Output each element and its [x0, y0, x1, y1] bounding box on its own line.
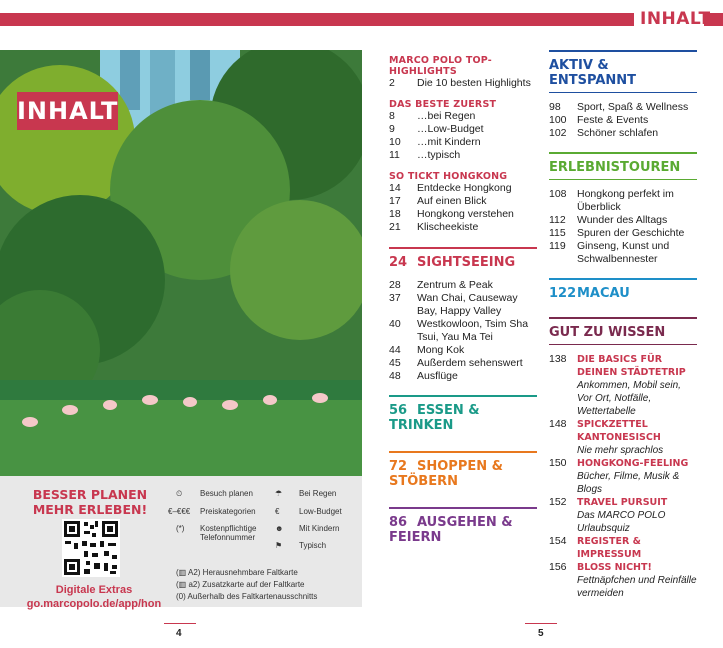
toc-entry[interactable]: 148 SPICKZETTEL KANTONESISCH Nie mehr sprachlos — [549, 418, 664, 456]
toc-entry[interactable]: 14 Entdecke Hongkong — [389, 182, 512, 194]
digital-extras-label: Digitale Extras — [55, 584, 133, 596]
toc-entry[interactable]: 28 Zentrum & Peak — [389, 279, 493, 291]
page-header-title: INHALT — [640, 9, 711, 29]
toc-entry[interactable]: 112 Wunder des Alltags — [549, 214, 668, 226]
toc-entry[interactable]: 45 Außerdem sehenswert — [389, 357, 523, 369]
toc-section-title: SO TICKT HONGKONG — [389, 171, 508, 182]
kids-icon: ☻ — [275, 524, 284, 533]
clock-icon: ⏲ — [176, 489, 183, 498]
photo-badge: INHALT — [17, 92, 118, 130]
toc-chapter-sightseeing[interactable]: 24 SIGHTSEEING — [389, 255, 516, 270]
promo-line-2: MEHR ERLEBEN! — [32, 502, 148, 517]
page-rule-right — [525, 623, 557, 624]
page-number-left: 4 — [176, 628, 182, 639]
toc-chapter-touren[interactable]: ERLEBNISTOUREN — [549, 160, 681, 175]
toc-entry[interactable]: 8 …bei Regen — [389, 110, 476, 122]
promo-heading — [30, 487, 150, 517]
toc-chapter-essen[interactable]: 56 ESSEN & TRINKEN — [389, 403, 480, 433]
toc-section-title: MARCO POLO TOP-HIGHLIGHTS — [389, 55, 492, 77]
toc-entry[interactable]: 40 Westkowloon, Tsim Sha Tsui, Yau Ma Tei — [389, 318, 529, 343]
toc-chapter-macau[interactable]: 122MACAU — [549, 286, 630, 301]
map-notes: (▥ A2) Herausnehmbare Faltkarte (▥ a2) Zusatzkarte auf der Faltkarte (0) Außerhalb des Faltkartenausschnitts — [176, 568, 318, 601]
toc-right-column — [549, 50, 697, 600]
typical-icon: ⚑ — [275, 541, 283, 550]
qr-code[interactable] — [62, 519, 120, 577]
legend-item: €–€€€ Preiskategorien — [168, 507, 256, 516]
legend-item: ⏲ Besuch planen — [176, 489, 253, 498]
top-color-bar — [0, 13, 634, 26]
page-number-right: 5 — [538, 628, 544, 639]
toc-chapter-aktiv[interactable]: AKTIV & ENTSPANNT — [549, 58, 637, 88]
asterisk-icon: (*) — [176, 524, 185, 533]
qr-code-graphic — [62, 519, 120, 577]
flamingo-park-photo — [0, 50, 362, 476]
page-rule-left — [164, 623, 196, 624]
toc-entry[interactable]: 138 DIE BASICS FÜR DEINEN STÄDTETRIP Ankommen, Mobil sein, Vor Ort, Notfälle, Wettertabelle — [549, 353, 686, 417]
toc-section-title: DAS BESTE ZUERST — [389, 99, 497, 110]
toc-left-column — [389, 50, 537, 549]
toc-entry[interactable]: 11 …typisch — [389, 149, 461, 161]
toc-entry[interactable]: 10 …mit Kindern — [389, 136, 481, 148]
price-icon: €–€€€ — [168, 507, 191, 516]
umbrella-icon: ☂ — [275, 489, 283, 498]
section-rule — [549, 92, 697, 93]
toc-entry[interactable]: 154 REGISTER & IMPRESSUM — [549, 535, 642, 560]
toc-entry[interactable]: 108 Hongkong perfekt im Überblick — [549, 188, 674, 213]
low-budget-icon: € — [275, 507, 280, 516]
toc-entry[interactable]: 2 Die 10 besten Highlights — [389, 77, 531, 89]
toc-entry[interactable]: 37 Wan Chai, Causeway Bay, Happy Valley — [389, 292, 518, 317]
toc-chapter-shoppen[interactable]: 72 SHOPPEN & STÖBERN — [389, 459, 503, 489]
toc-entry[interactable]: 102 Schöner schlafen — [549, 127, 659, 139]
toc-entry[interactable]: 48 Ausflüge — [389, 370, 458, 382]
toc-chapter-wissen[interactable]: GUT ZU WISSEN — [549, 325, 666, 340]
legend-item: ⚑ Typisch — [275, 541, 327, 550]
toc-entry[interactable]: 98 Sport, Spaß & Wellness — [549, 101, 689, 113]
toc-chapter-ausgehen[interactable]: 86 AUSGEHEN & FEIERN — [389, 515, 513, 545]
legend-item: € Low-Budget — [275, 507, 342, 516]
toc-entry[interactable]: 17 Auf einen Blick — [389, 195, 487, 207]
legend-item: ☂ Bei Regen — [275, 489, 337, 498]
legend-item: (*) Kostenpflichtige Telefonnummer — [176, 524, 257, 542]
toc-entry[interactable]: 21 Klischeekiste — [389, 221, 479, 233]
digital-extras — [20, 583, 168, 611]
toc-entry[interactable]: 18 Hongkong verstehen — [389, 208, 514, 220]
toc-entry[interactable]: 115 Spuren der Geschichte — [549, 227, 685, 239]
toc-entry[interactable]: 44 Mong Kok — [389, 344, 465, 356]
toc-entry[interactable]: 9 …Low-Budget — [389, 123, 484, 135]
toc-entry[interactable]: 100 Feste & Events — [549, 114, 649, 126]
promo-line-1: BESSER PLANEN — [32, 487, 148, 502]
section-rule — [549, 344, 697, 345]
toc-entry[interactable]: 152 TRAVEL PURSUIT Das MARCO POLO Urlaubsquiz — [549, 496, 668, 534]
section-rule — [549, 179, 697, 180]
toc-entry[interactable]: 150 HONGKONG-FEELING Bücher, Filme, Musik & Blogs — [549, 457, 689, 495]
toc-entry[interactable]: 119 Ginseng, Kunst und Schwalbennester — [549, 240, 670, 265]
legend-item: ☻ Mit Kindern — [275, 524, 340, 533]
digital-extras-link[interactable]: go.marcopolo.de/app/hon — [26, 598, 162, 610]
toc-entry[interactable]: 156 BLOSS NICHT! Fettnäpfchen und Reinfälle vermeiden — [549, 561, 697, 599]
